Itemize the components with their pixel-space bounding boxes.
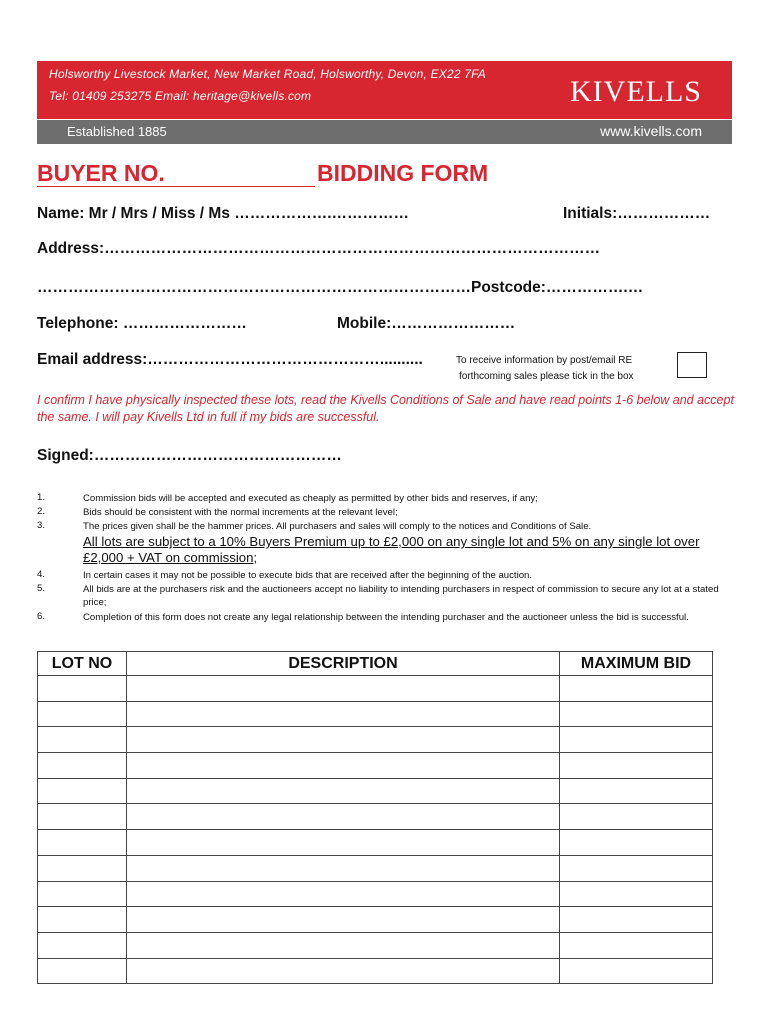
description-cell[interactable] — [127, 753, 560, 779]
description-header: DESCRIPTION — [127, 652, 560, 676]
established-text: Established 1885 — [67, 124, 167, 139]
table-row — [38, 932, 713, 958]
header-banner — [37, 61, 732, 119]
lot-no-cell[interactable] — [38, 804, 127, 830]
term-number: 3. — [37, 520, 46, 531]
website-text: www.kivells.com — [600, 123, 702, 139]
lots-table — [37, 651, 713, 984]
term-number: 4. — [37, 569, 46, 580]
form-title: BIDDING FORM — [317, 160, 489, 186]
optin-text-2: forthcoming sales please tick in the box — [459, 371, 634, 382]
buyer-no-label: BUYER NO. — [37, 160, 165, 186]
description-cell[interactable] — [127, 855, 560, 881]
name-field[interactable]: Name: Mr / Mrs / Miss / Ms ……………….…………… — [37, 205, 410, 222]
confirmation-statement: I confirm I have physically inspected these lots, read the Kivells Conditions of Sale and have read points 1-6 below and accept the same. I will pay Kivells Ltd in full if my bids are successful. — [37, 393, 734, 424]
term-text: Commission bids will be accepted and executed as cheaply as permitted by other bids and reserves, if any; — [83, 493, 538, 504]
description-cell[interactable] — [127, 881, 560, 907]
optin-checkbox[interactable] — [677, 352, 707, 378]
lot-no-cell[interactable] — [38, 907, 127, 933]
address-postcode-field[interactable]: …………………………………………………………………………Postcode:…………….… — [37, 279, 644, 296]
maximum-bid-cell[interactable] — [560, 881, 713, 907]
maximum-bid-cell[interactable] — [560, 778, 713, 804]
lot-no-cell[interactable] — [38, 727, 127, 753]
maximum-bid-header: MAXIMUM BID — [560, 652, 713, 676]
lot-no-cell[interactable] — [38, 676, 127, 702]
maximum-bid-cell[interactable] — [560, 932, 713, 958]
initials-field[interactable]: Initials:……………… — [563, 205, 711, 222]
contact-line: Tel: 01409 253275 Email: heritage@kivells.com — [49, 89, 312, 103]
lot-no-cell[interactable] — [38, 753, 127, 779]
lot-no-cell[interactable] — [38, 830, 127, 856]
maximum-bid-cell[interactable] — [560, 676, 713, 702]
table-row — [38, 676, 713, 702]
maximum-bid-cell[interactable] — [560, 701, 713, 727]
term-number: 1. — [37, 492, 46, 503]
description-cell[interactable] — [127, 676, 560, 702]
lot-no-cell[interactable] — [38, 932, 127, 958]
description-cell[interactable] — [127, 778, 560, 804]
lot-no-cell[interactable] — [38, 778, 127, 804]
buyer-no-field[interactable] — [37, 186, 315, 187]
table-row — [38, 701, 713, 727]
description-cell[interactable] — [127, 830, 560, 856]
header-subbanner — [37, 120, 732, 144]
table-row — [38, 958, 713, 984]
maximum-bid-cell[interactable] — [560, 804, 713, 830]
table-row — [38, 727, 713, 753]
table-row — [38, 804, 713, 830]
description-cell[interactable] — [127, 958, 560, 984]
maximum-bid-cell[interactable] — [560, 958, 713, 984]
table-row — [38, 778, 713, 804]
lots-table-body — [38, 676, 713, 984]
term-text: Bids should be consistent with the normal increments at the relevant level; — [83, 507, 398, 518]
maximum-bid-cell[interactable] — [560, 727, 713, 753]
mobile-field[interactable]: Mobile:…………………… — [337, 315, 516, 332]
kivells-logo: KIVELLS — [570, 75, 702, 108]
maximum-bid-cell[interactable] — [560, 907, 713, 933]
description-cell[interactable] — [127, 907, 560, 933]
address-field[interactable]: Address:…………………………………………………………………………………… — [37, 240, 601, 257]
telephone-field[interactable]: Telephone: …………………… — [37, 315, 247, 332]
maximum-bid-cell[interactable] — [560, 753, 713, 779]
description-cell[interactable] — [127, 701, 560, 727]
term-text: Completion of this form does not create any legal relationship between the intending purchaser and the auctioneer unless the bid is successful. — [83, 612, 689, 623]
term-text: All bids are at the purchasers risk and the auctioneers accept no liability to intending purchasers in respect of commission to secure any lot at a stated price; — [83, 584, 719, 608]
lot-no-cell[interactable] — [38, 701, 127, 727]
table-row — [38, 881, 713, 907]
table-row — [38, 753, 713, 779]
address-line: Holsworthy Livestock Market, New Market Road, Holsworthy, Devon, EX22 7FA — [49, 67, 486, 81]
term-number: 6. — [37, 611, 46, 622]
term-text: The prices given shall be the hammer prices. All purchasers and sales will comply to the notices and Conditions of Sale. — [83, 521, 592, 532]
table-row — [38, 830, 713, 856]
lot-no-cell[interactable] — [38, 855, 127, 881]
lot-no-header: LOT NO — [38, 652, 127, 676]
optin-text-1: To receive information by post/email RE — [456, 355, 633, 366]
signature-field[interactable]: Signed:………………………………………… — [37, 447, 342, 464]
description-cell[interactable] — [127, 727, 560, 753]
term-number: 5. — [37, 583, 46, 594]
term-text: In certain cases it may not be possible to execute bids that are received after the beginning of the auction. — [83, 570, 533, 581]
description-cell[interactable] — [127, 804, 560, 830]
term-number: 2. — [37, 506, 46, 517]
lot-no-cell[interactable] — [38, 958, 127, 984]
email-field[interactable]: Email address:……………………………………….......... — [37, 351, 423, 368]
maximum-bid-cell[interactable] — [560, 830, 713, 856]
table-row — [38, 907, 713, 933]
table-header-row — [38, 652, 713, 676]
lot-no-cell[interactable] — [38, 881, 127, 907]
description-cell[interactable] — [127, 932, 560, 958]
maximum-bid-cell[interactable] — [560, 855, 713, 881]
buyers-premium-note: All lots are subject to a 10% Buyers Premium up to £2,000 on any single lot and 5% on any single lot over £2,000 + VAT on commission; — [83, 534, 700, 565]
table-row — [38, 855, 713, 881]
